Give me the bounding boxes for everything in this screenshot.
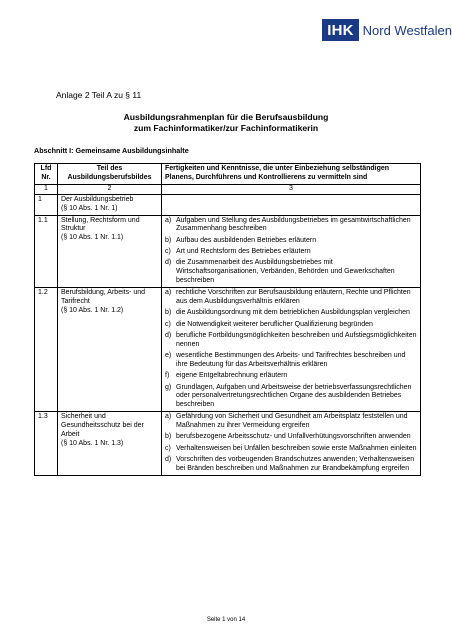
col-number-3: 3 — [162, 184, 421, 194]
list-item: a) Aufgaben und Stellung des Ausbildungsbetriebes im gesamtwirtschaftlichen Zusammenhang beschreiben — [165, 216, 411, 233]
list-item: b) Aufbau des ausbildenden Betriebes erläutern — [165, 236, 317, 244]
list-item: a) Gefährdung von Sicherheit und Gesundheit am Arbeitsplatz feststellen und Maßnahmen zu ihrer Vermeidung ergreifen — [165, 413, 408, 430]
row-part-title: Stellung, Rechtsform und Struktur — [61, 216, 140, 233]
row-part — [58, 288, 162, 412]
row-content — [162, 288, 421, 412]
header-lfd-nr: Lfd Nr. — [35, 164, 58, 185]
row-content — [162, 215, 421, 288]
row-part-ref: (§ 10 Abs. 1 Nr. 1) — [61, 204, 118, 212]
row-nr: 1.2 — [35, 288, 58, 412]
logo-ihk-text: IHK — [327, 21, 354, 39]
row-part-ref: (§ 10 Abs. 1 Nr. 1.3) — [61, 439, 124, 447]
list-item: e) wesentliche Bestimmungen des Arbeits- und Tarifrechtes beschreiben und ihre Bedeutung für das Arbeitsverhältnis erklären — [165, 352, 406, 368]
skills-list — [165, 413, 417, 474]
column-number-row — [35, 184, 421, 194]
col-number-1: 1 — [35, 184, 58, 194]
title-line-2: zum Fachinformatiker/zur Fachinformatikerin — [133, 123, 319, 133]
table-row — [35, 194, 421, 215]
row-part-title: Der Ausbildungsbetrieb — [61, 195, 134, 203]
list-item: a) rechtliche Vorschriften zur Berufsausbildung erläutern, Rechte und Pflichten aus dem Ausbildungsverhältnis erklären — [165, 289, 411, 305]
table-row — [35, 412, 421, 476]
rahmenplan-table — [34, 163, 421, 476]
list-item: d) Vorschriften des vorbeugenden Brandschutzes anwenden; Verhaltensweisen bei Bränden beschreiben und Maßnahmen zur Brandbekämpfung ergreifen — [165, 456, 415, 472]
list-item: f) eigene Entgeltabrechnung erläutern — [165, 372, 288, 380]
header-row — [35, 164, 421, 185]
list-item: d) die Zusammenarbeit des Ausbildungsbetriebes mit Wirtschaftsorganisationen, Verbänden, Behörden und Gewerkschaften beschreiben — [165, 259, 395, 285]
row-content — [162, 412, 421, 476]
row-content — [162, 194, 421, 215]
document-title — [0, 112, 452, 134]
list-item: c) Verhaltensweisen bei Unfällen beschreiben sowie erste Maßnahmen einleiten — [165, 444, 417, 452]
row-part — [58, 194, 162, 215]
header-teil: Teil des Ausbildungsberufsbildes — [58, 164, 162, 185]
row-nr: 1.3 — [35, 412, 58, 476]
logo-ihk-box — [322, 19, 358, 41]
title-line-1: Ausbildungsrahmenplan für die Berufsausbildung — [123, 112, 329, 122]
header-fertigkeiten: Fertigkeiten und Kenntnisse, die unter Einbeziehung selbständigen Planens, Durchführens und Kontrollierens zu vermitteln sind — [162, 164, 421, 185]
list-item: b) berufsbezogene Arbeitsschutz- und Unfallverhütungsvorschriften anwenden — [165, 433, 411, 441]
row-part — [58, 215, 162, 288]
anlage-reference: Anlage 2 Teil A zu § 11 — [56, 90, 142, 100]
row-part-title: Sicherheit und Gesundheitsschutz bei der Arbeit — [61, 413, 144, 439]
list-item: d) berufliche Fortbildungsmöglichkeiten beschreiben und Aufstiegsmöglichkeiten nennen — [165, 331, 417, 348]
row-part-ref: (§ 10 Abs. 1 Nr. 1.2) — [61, 306, 124, 314]
table-row — [35, 215, 421, 288]
table-row — [35, 288, 421, 412]
ihk-logo — [318, 10, 452, 50]
list-item: c) Art und Rechtsform des Betriebes erläutern — [165, 248, 311, 256]
row-nr: 1 — [35, 194, 58, 215]
row-nr: 1.1 — [35, 215, 58, 288]
skills-list — [165, 217, 417, 287]
row-part — [58, 412, 162, 476]
col-number-2: 2 — [58, 184, 162, 194]
list-item: c) die Notwendigkeit weiterer beruflicher Qualifizierung begründen — [165, 320, 373, 328]
row-part-ref: (§ 10 Abs. 1 Nr. 1.1) — [61, 234, 124, 242]
row-part-title: Berufsbildung, Arbeits- und Tarifrecht — [61, 289, 146, 305]
list-item: b) die Ausbildungsordnung mit dem betrieblichen Ausbildungsplan vergleichen — [165, 309, 410, 317]
logo-region-text: Nord Westfalen — [362, 22, 452, 38]
list-item: g) Grundlagen, Aufgaben und Arbeitsweise der betriebsverfassungsrechtlichen oder personalvertretungsrechtlichen Organe des ausbildenden Betriebes beschreiben — [165, 383, 412, 409]
skills-list — [165, 289, 417, 410]
section-heading: Abschnitt I: Gemeinsame Ausbildungsinhalte — [34, 146, 189, 155]
page-number: Seite 1 von 14 — [206, 617, 246, 623]
